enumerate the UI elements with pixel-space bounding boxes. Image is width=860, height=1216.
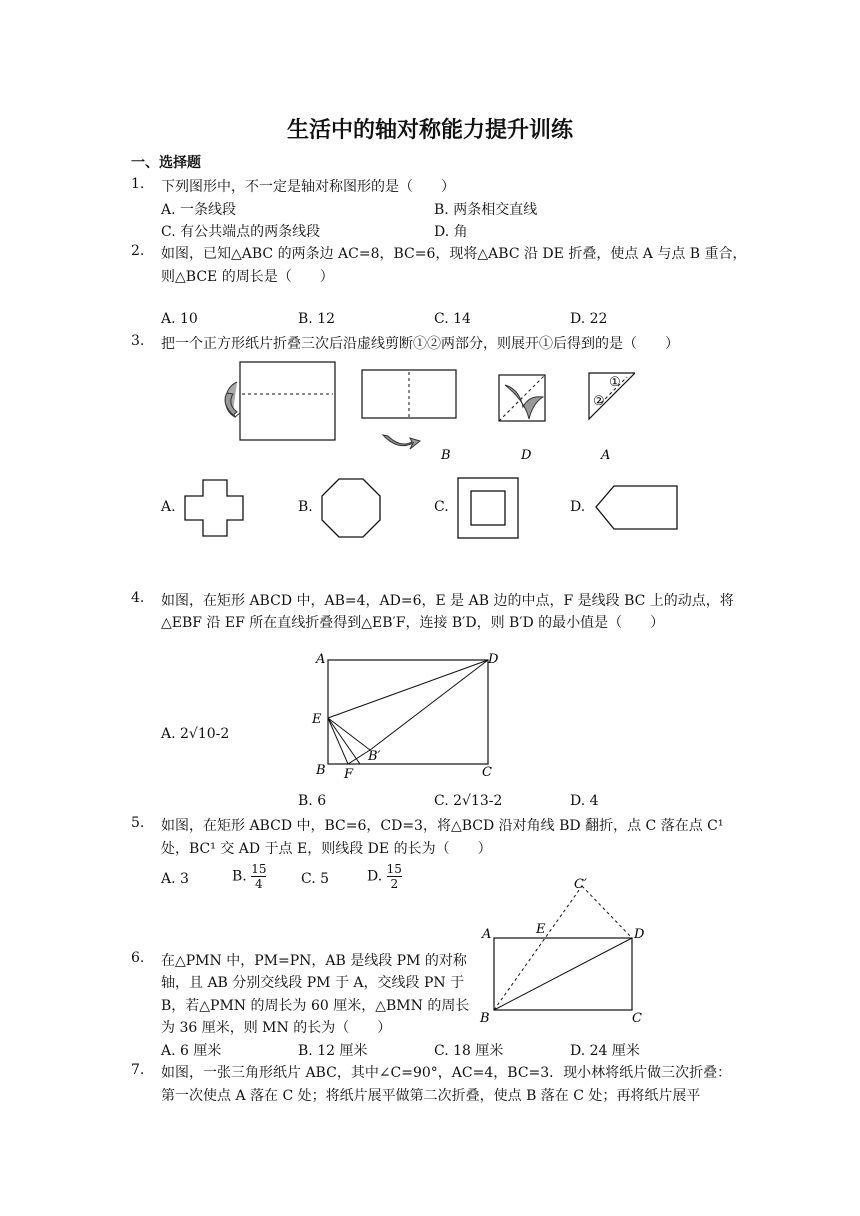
pentagon-shape-option-d [594, 483, 680, 533]
question-2-line1: 如图，已知△ABC 的两条边 AC=8，BC=6，现将△ABC 沿 DE 折叠，使点 A 与点 B 重合， [161, 246, 747, 262]
fig4-label-b: B [316, 763, 326, 778]
fig4-label-d: D [488, 652, 499, 667]
question-2-option-b: B. 12 [298, 311, 336, 327]
question-2-option-d: D. 22 [570, 311, 608, 327]
question-4-option-c: C. 2√13-2 [434, 793, 503, 809]
page-title: 生活中的轴对称能力提升训练 [286, 118, 573, 143]
fig5-label-a: A [482, 927, 492, 942]
question-3-option-d: D. [570, 499, 586, 515]
circle-1-label: ① [609, 375, 621, 390]
option-b-numerator: 15 [251, 862, 267, 876]
circle-2-label: ② [593, 394, 605, 409]
question-5-number: 5. [131, 815, 145, 831]
square-frame-option-c [456, 476, 520, 540]
question-6-line3: B，若△PMN 的周长为 60 厘米，△BMN 的周长 [161, 998, 470, 1014]
octagon-shape-option-b [319, 476, 383, 540]
fig4-label-f: F [344, 767, 354, 782]
question-6-option-a: A. 6 厘米 [161, 1043, 222, 1059]
question-1-option-a: A. 一条线段 [161, 202, 237, 218]
question-3-option-c: C. [434, 499, 449, 515]
question-4-number: 4. [131, 590, 145, 606]
question-5-option-c: C. 5 [301, 871, 330, 887]
question-5-option-d [367, 862, 402, 891]
question-7-line2: 第一次使点 A 落在 C 处；将纸片展平做第二次折叠，使点 B 落在 C 处；再将纸片展平 [161, 1088, 701, 1104]
question-4-option-d: D. 4 [570, 793, 599, 809]
question-7-number: 7. [131, 1062, 145, 1078]
fig-label-a: A [601, 448, 611, 463]
fig4-label-e: E [312, 712, 322, 727]
question-6-option-d: D. 24 厘米 [570, 1043, 640, 1059]
fig5-label-c: C [632, 1011, 642, 1026]
question-6-option-b: B. 12 厘米 [298, 1043, 368, 1059]
question-2-option-c: C. 14 [434, 311, 471, 327]
question-3-option-b: B. [298, 499, 313, 515]
option-b-denominator: 4 [251, 876, 266, 891]
option-d-fraction [387, 862, 402, 891]
question-2-line2: 则△BCE 的周长是（ ） [161, 269, 334, 285]
question-2-number: 2. [131, 243, 145, 259]
question-6-option-c: C. 18 厘米 [434, 1043, 504, 1059]
question-4-rectangle-figure [308, 646, 508, 782]
question-4-line1: 如图，在矩形 ABCD 中，AB=4，AD=6，E 是 AB 边的中点，F 是线段 BC 上的动点，将 [161, 593, 734, 609]
fig-label-b: B [441, 448, 451, 463]
option-d-label: D. [367, 868, 383, 885]
fig5-label-d: D [634, 927, 645, 942]
fig4-label-a: A [316, 652, 326, 667]
question-1-stem: 下列图形中，不一定是轴对称图形的是（ ） [161, 179, 455, 195]
question-5-option-a: A. 3 [161, 871, 189, 887]
question-2-option-a: A. 10 [161, 311, 198, 327]
fig5-label-cprime: C′ [574, 877, 587, 892]
option-d-numerator: 15 [386, 862, 402, 876]
question-4-option-a: A. 2√10-2 [161, 726, 230, 742]
question-1-number: 1. [131, 176, 145, 192]
fig5-label-e: E [536, 922, 546, 937]
fig-label-d: D [521, 448, 532, 463]
option-b-fraction [251, 862, 266, 891]
question-3-option-a: A. [161, 499, 176, 515]
option-b-label: B. [232, 868, 247, 885]
question-7-line1: 如图，一张三角形纸片 ABC，其中∠C=90°，AC=4，BC=3．现小林将纸片做三次折叠： [161, 1065, 732, 1081]
fig4-label-bprime: B′ [368, 749, 381, 764]
question-5-line2: 处，BC¹ 交 AD 于点 E，则线段 DE 的长为（ ） [161, 841, 492, 857]
cross-shape-option-a [183, 478, 247, 538]
question-5-line1: 如图，在矩形 ABCD 中，BC=6，CD=3，将△BCD 沿对角线 BD 翻折，点 C 落在点 C¹ [161, 818, 724, 834]
question-3-folding-figure [215, 355, 635, 465]
fig4-label-c: C [482, 765, 492, 780]
question-1-option-b: B. 两条相交直线 [434, 202, 538, 218]
question-6-line4: 为 36 厘米，则 MN 的长为（ ） [161, 1020, 392, 1036]
option-d-denominator: 2 [387, 876, 402, 891]
question-4-line2: △EBF 沿 EF 所在直线折叠得到△EB′F，连接 B′D，则 B′D 的最小值是（ ） [161, 615, 665, 631]
question-5-rectangle-figure [474, 872, 664, 1028]
question-6-line1: 在△PMN 中，PM=PN，AB 是线段 PM 的对称 [161, 953, 467, 969]
question-5-option-b [232, 862, 266, 891]
question-6-line2: 轴，且 AB 分别交线段 PM 于 A，交线段 PN 于 [161, 975, 465, 991]
question-4-option-b: B. 6 [298, 793, 327, 809]
fig5-label-b: B [480, 1011, 490, 1026]
question-1-option-c: C. 有公共端点的两条线段 [161, 224, 321, 240]
question-3-stem: 把一个正方形纸片折叠三次后沿虚线剪断①②两部分，则展开①后得到的是（ ） [161, 336, 679, 352]
question-6-number: 6. [131, 950, 145, 966]
question-3-number: 3. [131, 333, 145, 349]
question-1-option-d: D. 角 [434, 224, 468, 240]
section-heading: 一、选择题 [131, 155, 201, 171]
